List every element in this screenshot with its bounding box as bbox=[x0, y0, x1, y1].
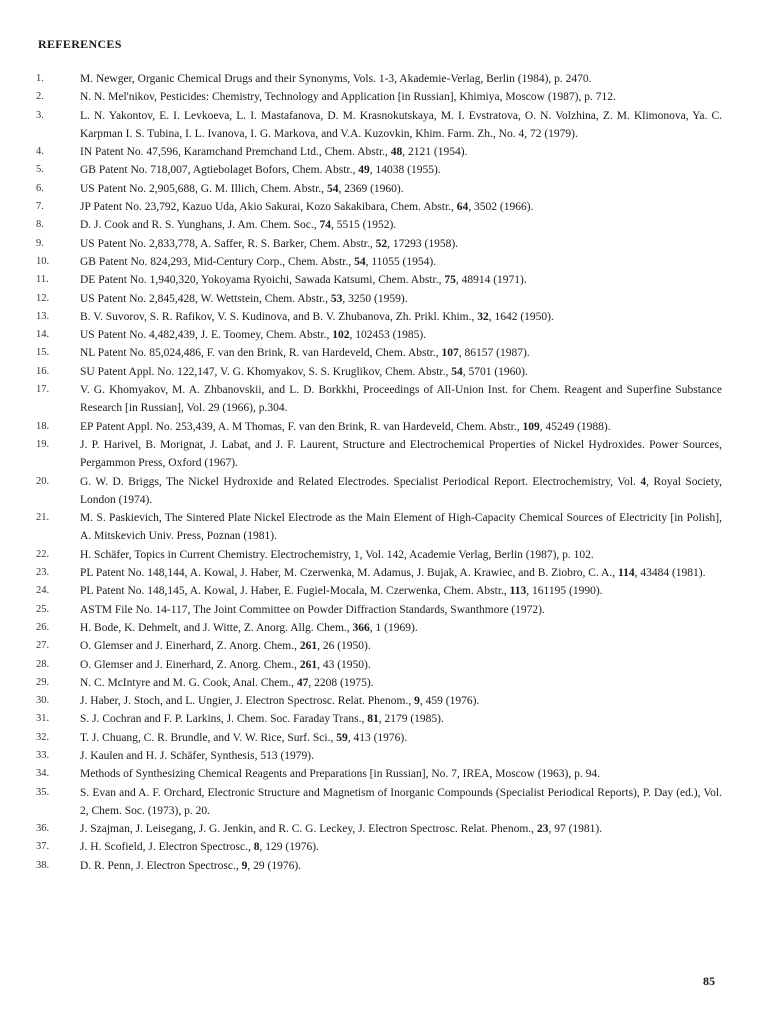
reference-number: 14. bbox=[36, 329, 50, 341]
reference-number: 18. bbox=[36, 420, 50, 432]
reference-text-part: B. V. Suvorov, S. R. Rafikov, V. S. Kudinova, and B. V. Zhubanova, Zh. Prikl. Khim., bbox=[80, 310, 478, 323]
reference-text bbox=[80, 418, 722, 436]
reference-number: 11. bbox=[36, 274, 49, 286]
reference-number: 13. bbox=[36, 310, 50, 322]
reference-text-part: , 2369 (1960). bbox=[338, 182, 404, 195]
reference-text-part: PL Patent No. 148,144, A. Kowal, J. Haber, M. Czerwenka, M. Adamus, J. Bujak, A. Krawiec, and B. Ziobro, C. A., bbox=[80, 567, 618, 580]
reference-item bbox=[36, 619, 722, 637]
reference-text-part: , 97 (1981). bbox=[548, 823, 603, 836]
volume-number: 366 bbox=[352, 621, 370, 634]
reference-number: 23. bbox=[36, 567, 50, 579]
reference-text-part: , 48914 (1971). bbox=[455, 274, 527, 287]
reference-number: 29. bbox=[36, 676, 50, 688]
reference-text-part: J. H. Scofield, J. Electron Spectrosc., bbox=[80, 841, 254, 854]
reference-item bbox=[36, 180, 722, 198]
reference-text bbox=[80, 765, 722, 783]
reference-number: 30. bbox=[36, 695, 50, 707]
volume-number: 54 bbox=[451, 365, 463, 378]
reference-number: 22. bbox=[36, 548, 50, 560]
reference-text-part: , 413 (1976). bbox=[347, 731, 408, 744]
reference-text-part: , 3250 (1959). bbox=[342, 292, 408, 305]
reference-text bbox=[80, 363, 722, 381]
volume-number: 54 bbox=[354, 255, 366, 268]
reference-item bbox=[36, 253, 722, 271]
reference-item bbox=[36, 88, 722, 106]
reference-item bbox=[36, 838, 722, 856]
reference-item bbox=[36, 637, 722, 655]
reference-text bbox=[80, 381, 722, 418]
reference-number: 32. bbox=[36, 731, 50, 743]
reference-number: 12. bbox=[36, 292, 50, 304]
volume-number: 81 bbox=[367, 713, 379, 726]
reference-text-part: , 11055 (1954). bbox=[365, 255, 437, 268]
reference-item bbox=[36, 692, 722, 710]
reference-text-part: JP Patent No. 23,792, Kazuo Uda, Akio Sakurai, Kozo Sakakibara, Chem. Abstr., bbox=[80, 201, 457, 214]
reference-item bbox=[36, 765, 722, 783]
reference-text-part: US Patent No. 4,482,439, J. E. Toomey, Chem. Abstr., bbox=[80, 329, 333, 342]
reference-text-part: GB Patent No. 718,007, Agtiebolaget Bofors, Chem. Abstr., bbox=[80, 164, 359, 177]
reference-text-part: , 43 (1950). bbox=[317, 658, 371, 671]
reference-number: 2. bbox=[36, 91, 44, 103]
volume-number: 9 bbox=[241, 859, 248, 872]
reference-text bbox=[80, 674, 722, 692]
reference-item bbox=[36, 143, 722, 161]
reference-item bbox=[36, 308, 722, 326]
reference-item bbox=[36, 784, 722, 821]
reference-text bbox=[80, 729, 722, 747]
reference-text-part: , 17293 (1958). bbox=[387, 237, 459, 250]
reference-item bbox=[36, 235, 722, 253]
reference-text-part: , Royal Society, London (1974). bbox=[80, 475, 722, 506]
reference-text-part: , 5515 (1952). bbox=[331, 219, 397, 232]
reference-number: 15. bbox=[36, 347, 50, 359]
volume-number: 75 bbox=[444, 274, 456, 287]
reference-item bbox=[36, 509, 722, 546]
reference-item bbox=[36, 729, 722, 747]
reference-text-part: J. Szajman, J. Leisegang, J. G. Jenkin, and R. C. G. Leckey, J. Electron Spectrosc. Relat. Phenom., bbox=[80, 823, 537, 836]
volume-number: 23 bbox=[536, 823, 549, 836]
reference-item bbox=[36, 418, 722, 436]
reference-text bbox=[80, 619, 722, 637]
reference-text-part: , 14038 (1955). bbox=[369, 164, 441, 177]
volume-number: 64 bbox=[456, 201, 469, 214]
reference-text-part: , 86157 (1987). bbox=[458, 347, 530, 360]
reference-number: 33. bbox=[36, 749, 50, 761]
volume-number: 107 bbox=[441, 347, 459, 360]
reference-text bbox=[80, 692, 722, 710]
reference-number: 3. bbox=[36, 109, 44, 121]
reference-text bbox=[80, 637, 722, 655]
reference-text bbox=[80, 546, 722, 564]
reference-number: 16. bbox=[36, 365, 50, 377]
reference-number: 36. bbox=[36, 823, 50, 835]
reference-item bbox=[36, 363, 722, 381]
volume-number: 261 bbox=[299, 658, 318, 671]
reference-text bbox=[80, 582, 722, 600]
reference-text bbox=[80, 564, 722, 582]
reference-text-part: , 1642 (1950). bbox=[488, 310, 554, 323]
reference-text bbox=[80, 710, 722, 728]
reference-text-part: , 5701 (1960). bbox=[462, 365, 528, 378]
reference-number: 17. bbox=[36, 384, 50, 396]
volume-number: 32 bbox=[477, 310, 489, 323]
reference-item bbox=[36, 198, 722, 216]
reference-text bbox=[80, 344, 722, 362]
reference-text-part: US Patent No. 2,833,778, A. Saffer, R. S. Barker, Chem. Abstr., bbox=[80, 237, 376, 250]
reference-text-part: D. R. Penn, J. Electron Spectrosc., bbox=[80, 859, 242, 872]
reference-text-part: IN Patent No. 47,596, Karamchand Premchand Ltd., Chem. Abstr., bbox=[80, 146, 391, 159]
reference-item bbox=[36, 820, 722, 838]
reference-item bbox=[36, 656, 722, 674]
reference-text bbox=[80, 70, 722, 88]
reference-text-part: , 102453 (1985). bbox=[349, 329, 427, 342]
reference-text bbox=[80, 326, 722, 344]
reference-item bbox=[36, 857, 722, 875]
reference-item bbox=[36, 161, 722, 179]
volume-number: 102 bbox=[332, 329, 350, 342]
reference-text bbox=[80, 838, 722, 856]
reference-item bbox=[36, 326, 722, 344]
references-heading: REFERENCES bbox=[38, 37, 122, 51]
reference-text-part: , 3502 (1966). bbox=[468, 201, 534, 214]
reference-text-part: DE Patent No. 1,940,320, Yokoyama Ryoichi, Sawada Katsumi, Chem. Abstr., bbox=[80, 274, 445, 287]
volume-number: 8 bbox=[253, 841, 260, 854]
reference-text-part: N. N. Mel'nikov, Pesticides: Chemistry, Technology and Application [in Russian], Khimiya, Moscow (1987), p. 712. bbox=[80, 91, 616, 104]
volume-number: 113 bbox=[509, 585, 527, 598]
reference-text bbox=[80, 143, 722, 161]
volume-number: 9 bbox=[414, 695, 420, 708]
volume-number: 74 bbox=[319, 219, 331, 232]
reference-item bbox=[36, 290, 722, 308]
reference-text-part: , 43484 (1981). bbox=[634, 567, 706, 580]
volume-number: 49 bbox=[358, 164, 370, 177]
reference-number: 7. bbox=[36, 201, 44, 213]
reference-text bbox=[80, 107, 722, 144]
reference-number: 4. bbox=[36, 146, 44, 158]
reference-item bbox=[36, 564, 722, 582]
reference-number: 25. bbox=[36, 603, 50, 615]
reference-text-part: , 129 (1976). bbox=[259, 841, 319, 854]
volume-number: 47 bbox=[296, 676, 309, 689]
reference-text-part: NL Patent No. 85,024,486, F. van den Brink, R. van Hardeveld, Chem. Abstr., bbox=[80, 347, 442, 360]
reference-number: 20. bbox=[36, 475, 50, 487]
reference-text-part: , 1 (1969). bbox=[369, 621, 418, 634]
reference-text-part: G. W. D. Briggs, The Nickel Hydroxide and Related Electrodes. Specialist Periodical Report. Electrochemistry, Vol. bbox=[80, 475, 641, 488]
reference-text-part: H. Bode, K. Dehmelt, and J. Witte, Z. Anorg. Allg. Chem., bbox=[80, 621, 353, 634]
reference-item bbox=[36, 344, 722, 362]
reference-text-part: , 459 (1976). bbox=[419, 695, 480, 708]
reference-number: 21. bbox=[36, 512, 50, 524]
reference-text bbox=[80, 784, 722, 821]
volume-number: 53 bbox=[330, 292, 343, 305]
reference-text-part: , 29 (1976). bbox=[247, 859, 302, 872]
reference-text-part: J. Haber, J. Stoch, and L. Ungier, J. Electron Spectrosc. Relat. Phenom., bbox=[80, 695, 415, 708]
reference-text bbox=[80, 820, 722, 838]
reference-text bbox=[80, 161, 722, 179]
reference-item bbox=[36, 216, 722, 234]
volume-number: 52 bbox=[375, 237, 388, 250]
reference-number: 8. bbox=[36, 219, 44, 231]
page-number: 85 bbox=[703, 974, 715, 988]
reference-number: 9. bbox=[36, 237, 44, 249]
reference-text-part: V. G. Khomyakov, M. A. Zhbanovskii, and L. D. Borkkhi, Proceedings of All-Union Inst. for Chem. Reagent and Superfine Substance Research [in Russian], Vol. 29 (1966), p.304. bbox=[80, 384, 722, 415]
reference-text-part: , 2208 (1975). bbox=[308, 676, 374, 689]
reference-text bbox=[80, 271, 722, 289]
reference-text-part: Methods of Synthesizing Chemical Reagents and Preparations [in Russian], No. 7, IREA, Moscow (1963), p. 94. bbox=[80, 768, 600, 781]
reference-item bbox=[36, 271, 722, 289]
reference-number: 24. bbox=[36, 585, 50, 597]
reference-text-part: , 45249 (1988). bbox=[539, 420, 611, 433]
reference-number: 6. bbox=[36, 182, 44, 194]
reference-text bbox=[80, 656, 722, 674]
reference-text bbox=[80, 747, 722, 765]
reference-item bbox=[36, 747, 722, 765]
reference-number: 27. bbox=[36, 640, 50, 652]
reference-item bbox=[36, 381, 722, 418]
reference-text-part: US Patent No. 2,845,428, W. Wettstein, Chem. Abstr., bbox=[80, 292, 331, 305]
reference-number: 10. bbox=[36, 255, 50, 267]
reference-text bbox=[80, 253, 722, 271]
reference-item bbox=[36, 674, 722, 692]
reference-text-part: , 2179 (1985). bbox=[378, 713, 444, 726]
reference-text bbox=[80, 198, 722, 216]
reference-text bbox=[80, 216, 722, 234]
volume-number: 4 bbox=[640, 475, 647, 488]
reference-item bbox=[36, 473, 722, 510]
volume-number: 261 bbox=[299, 640, 318, 653]
reference-item bbox=[36, 582, 722, 600]
reference-item bbox=[36, 70, 722, 88]
reference-text-part: J. Kaulen and H. J. Schäfer, Synthesis, 513 (1979). bbox=[80, 749, 314, 762]
reference-text-part: T. J. Chuang, C. R. Brundle, and V. W. Rice, Surf. Sci., bbox=[80, 731, 337, 744]
reference-text bbox=[80, 601, 722, 619]
reference-text bbox=[80, 509, 722, 546]
reference-text-part: O. Glemser and J. Einerhard, Z. Anorg. Chem., bbox=[80, 658, 300, 671]
volume-number: 109 bbox=[522, 420, 540, 433]
reference-text-part: PL Patent No. 148,145, A. Kowal, J. Haber, E. Fugiel-Mocala, M. Czerwenka, Chem. Abstr., bbox=[80, 585, 510, 598]
reference-number: 31. bbox=[36, 713, 50, 725]
reference-text bbox=[80, 235, 722, 253]
volume-number: 59 bbox=[336, 731, 348, 744]
reference-number: 5. bbox=[36, 164, 44, 176]
reference-text bbox=[80, 180, 722, 198]
reference-text-part: GB Patent No. 824,293, Mid-Century Corp., Chem. Abstr., bbox=[80, 255, 355, 268]
reference-text-part: S. J. Cochran and F. P. Larkins, J. Chem. Soc. Faraday Trans., bbox=[80, 713, 368, 726]
reference-text-part: , 26 (1950). bbox=[317, 640, 371, 653]
reference-number: 38. bbox=[36, 859, 50, 871]
reference-text bbox=[80, 88, 722, 106]
reference-text bbox=[80, 308, 722, 326]
reference-text-part: M. Newger, Organic Chemical Drugs and their Synonyms, Vols. 1-3, Akademie-Verlag, Berlin (1984), p. 2470. bbox=[80, 73, 592, 85]
reference-text bbox=[80, 436, 722, 473]
reference-text-part: N. C. McIntyre and M. G. Cook, Anal. Chem., bbox=[80, 676, 297, 689]
reference-item bbox=[36, 601, 722, 619]
reference-text-part: D. J. Cook and R. S. Yunghans, J. Am. Chem. Soc., bbox=[80, 219, 320, 232]
reference-text-part: J. P. Harivel, B. Morignat, J. Labat, and J. F. Laurent, Structure and Electrochemical Properties of Nickel Hydroxides. Power Sources, Pergammon Press, Oxford (1967). bbox=[80, 438, 722, 470]
volume-number: 114 bbox=[617, 567, 635, 580]
reference-item bbox=[36, 436, 722, 473]
reference-item bbox=[36, 546, 722, 564]
reference-item bbox=[36, 107, 722, 144]
reference-number: 19. bbox=[36, 438, 50, 450]
reference-text-part: , 2121 (1954). bbox=[402, 146, 468, 159]
reference-text-part: M. S. Paskievich, The Sintered Plate Nickel Electrode as the Main Element of High-Capacity Chemical Sources of Electricity [in Polish], A. Mitskevich Univ. Press, Poznan (1981). bbox=[80, 512, 722, 543]
reference-number: 28. bbox=[36, 658, 50, 670]
reference-item bbox=[36, 710, 722, 728]
reference-number: 34. bbox=[36, 768, 50, 780]
reference-text-part: S. Evan and A. F. Orchard, Electronic Structure and Magnetism of Inorganic Compounds (Specialist Periodical Reports), P. Day (ed.), Vol. 2, Chem. Soc. (1973), p. 20. bbox=[80, 786, 722, 817]
reference-text-part: O. Glemser and J. Einerhard, Z. Anorg. Chem., bbox=[80, 640, 300, 653]
reference-text bbox=[80, 473, 722, 510]
reference-text bbox=[80, 857, 722, 875]
reference-number: 35. bbox=[36, 786, 50, 798]
reference-number: 37. bbox=[36, 841, 50, 853]
reference-number: 26. bbox=[36, 621, 50, 633]
reference-text-part: H. Schäfer, Topics in Current Chemistry. Electrochemistry, 1, Vol. 142, Academie Verlag, Berlin (1987), p. 102. bbox=[80, 548, 594, 561]
reference-text-part: SU Patent Appl. No. 122,147, V. G. Khomyakov, S. S. Kruglikov, Chem. Abstr., bbox=[80, 365, 452, 378]
volume-number: 54 bbox=[326, 182, 339, 195]
reference-text-part: ASTM File No. 14-117, The Joint Committee on Powder Diffraction Standards, Swanthmore (1972). bbox=[80, 603, 545, 616]
volume-number: 48 bbox=[390, 146, 403, 159]
reference-list bbox=[36, 70, 722, 875]
reference-number: 1. bbox=[36, 73, 44, 84]
reference-text bbox=[80, 290, 722, 308]
reference-text-part: US Patent No. 2,905,688, G. M. Illich, Chem. Abstr., bbox=[80, 182, 327, 195]
reference-text-part: L. N. Yakontov, E. I. Levkoeva, L. I. Mastafanova, D. M. Krasnokutskaya, M. I. Evstratova, O. N. Volzhina, Z. M. Klimonova, Ya. C. Karpman I. S. Tubina, I. L. Ivanova, I. G. Markova, and V.A. Kuzovkin, Khim. Farm. Zh., No. 4, 72 (1979). bbox=[80, 109, 722, 140]
reference-text-part: EP Patent Appl. No. 253,439, A. M Thomas, F. van den Brink, R. van Hardeveld, Chem. Abstr., bbox=[80, 420, 523, 433]
reference-text-part: , 161195 (1990). bbox=[526, 585, 603, 598]
